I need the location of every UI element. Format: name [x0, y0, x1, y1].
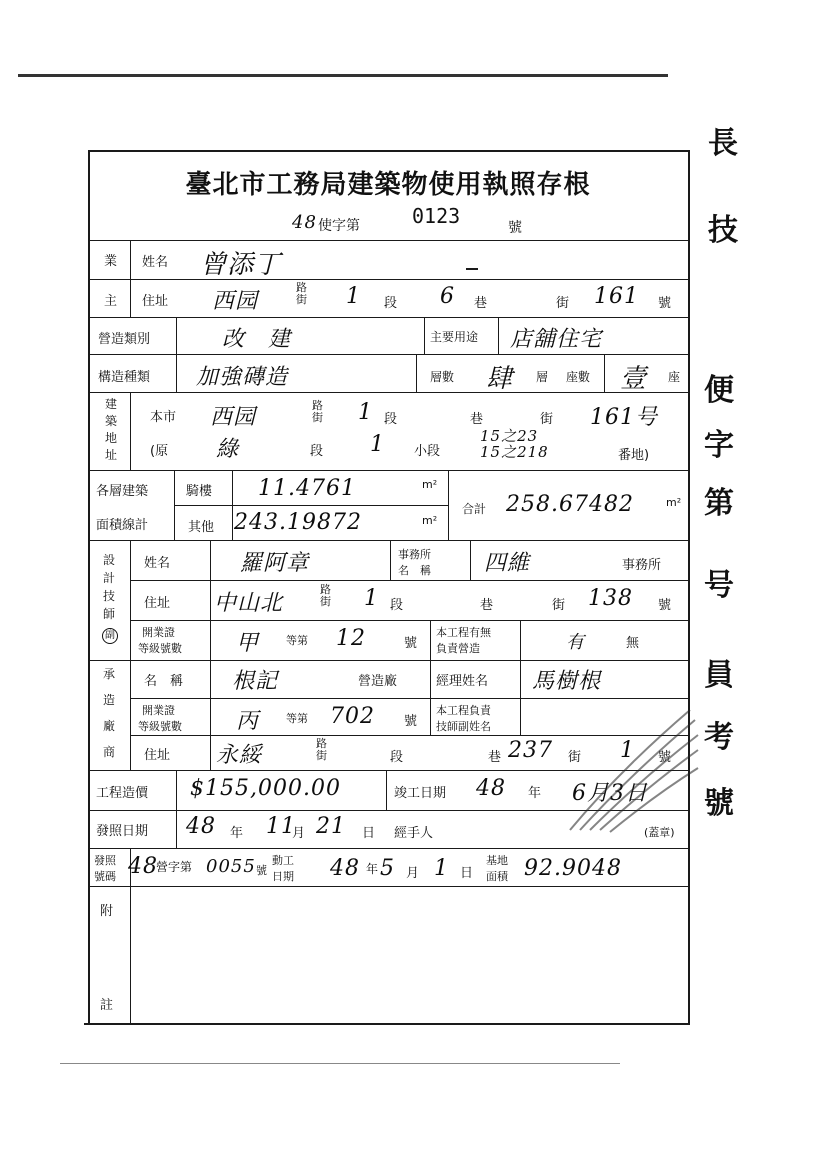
total-area-value: 258.67482: [506, 492, 634, 517]
alley-label: 街: [556, 296, 570, 311]
edge-char: 長: [708, 126, 738, 161]
seat-unit-label: 座: [668, 370, 681, 384]
col-line: [210, 540, 211, 660]
owner-lane-value: 6: [440, 284, 455, 309]
start-year-value: 48: [330, 856, 360, 881]
col-line: [386, 770, 387, 810]
start-date-label-2: 日期: [272, 870, 294, 883]
floor-area-label-1: 各層建築: [96, 484, 149, 499]
contractor-lane-value: 237: [508, 738, 553, 763]
designer-grade-class-value: 甲: [236, 631, 260, 656]
designer-vertical-label: 設: [102, 553, 115, 567]
row-line: [88, 317, 690, 318]
day-label: 日: [460, 866, 474, 881]
site-vertical-label: 址: [104, 448, 117, 462]
lane-label: 巷: [480, 598, 494, 613]
designer-vertical-label: 師: [102, 607, 115, 621]
edge-char: 便: [704, 373, 734, 408]
col-line: [520, 620, 521, 660]
owner-section-value: 1: [346, 284, 361, 309]
row-line: [88, 540, 690, 541]
edge-char: 字: [704, 428, 734, 463]
edge-char: 号: [704, 568, 734, 603]
col-line: [448, 470, 449, 540]
start-day-value: 1: [434, 856, 449, 881]
site-number-value: 161号: [590, 405, 658, 430]
row-line: [88, 886, 690, 887]
owner-address-label: 住址: [142, 294, 169, 309]
construction-permit-word: 營字第: [156, 860, 193, 874]
orig-subsection-value: 1: [370, 432, 385, 457]
col-line: [130, 540, 131, 660]
owner-vertical-label: 業: [104, 254, 118, 269]
row-line: [88, 660, 690, 661]
main-use-value: 店舖住宅: [510, 327, 603, 352]
scan-edge-top: [18, 74, 668, 77]
number-label: 號: [658, 598, 672, 613]
col-line: [176, 810, 177, 848]
col-line: [498, 317, 499, 354]
contractor-name-value: 根記: [232, 669, 279, 694]
notes-label-bottom: 註: [100, 998, 114, 1013]
this-city-label: 本市: [150, 410, 177, 425]
row-line: [88, 848, 690, 849]
other-area-value: 243.19872: [234, 510, 362, 535]
sqm-unit: m²: [422, 478, 438, 491]
issue-date-label: 發照日期: [96, 824, 149, 839]
number-label: 號: [658, 296, 672, 311]
col-line: [174, 470, 175, 540]
number-label: 號: [404, 636, 418, 651]
owner-name-label: 姓名: [142, 255, 169, 270]
completion-date-label: 竣工日期: [394, 786, 447, 801]
office-label: 事務所: [622, 558, 662, 573]
col-line: [210, 660, 211, 770]
section-label: 段: [390, 598, 404, 613]
construction-type-label: 營造類別: [98, 332, 151, 347]
sqm-unit: m²: [666, 496, 682, 509]
manager-name-label: 經理姓名: [436, 674, 489, 689]
lane-label: 巷: [470, 412, 484, 427]
subsection-label: 小段: [414, 444, 441, 459]
company-name-label: 名 稱: [144, 674, 184, 689]
edge-char: 技: [708, 213, 738, 248]
floors-value: 肆: [486, 364, 514, 394]
office-name-label-1: 事務所: [398, 548, 431, 561]
notes-label-top: 附: [100, 904, 114, 919]
designer-vertical-label: 技: [102, 589, 115, 603]
col-line: [130, 240, 131, 317]
col-line: [232, 470, 233, 540]
arcade-area-value: 11.4761: [258, 476, 356, 501]
lane-label: 巷: [488, 750, 502, 765]
month-label: 月: [292, 826, 306, 841]
cost-label: 工程造價: [96, 786, 149, 801]
issue-no-value: 0055: [206, 856, 256, 877]
designer-grade-no-value: 12: [336, 626, 366, 651]
site-vertical-label: 建: [104, 397, 117, 411]
col-line: [130, 886, 131, 1023]
day-label: 日: [362, 826, 376, 841]
road-label: 路街: [316, 737, 327, 762]
license-grade-label-2: 等級號數: [138, 720, 182, 733]
scan-edge-bottom: [60, 1063, 620, 1064]
lane-label: 巷: [474, 296, 488, 311]
site-vertical-label: 地: [104, 431, 117, 445]
row-line: [88, 392, 690, 393]
grade-word-label: 等第: [286, 634, 308, 647]
row-line: [174, 505, 448, 506]
designer-district-value: 中山北: [214, 591, 284, 616]
construction-type-value: 改 建: [222, 327, 292, 352]
designer-number-value: 138: [588, 586, 633, 611]
office-name-value: 四維: [484, 551, 531, 576]
form-border-bottom: [84, 1023, 690, 1025]
col-line: [470, 540, 471, 580]
contractor-vertical-label: 造: [102, 693, 115, 707]
original-label: (原: [150, 444, 169, 459]
responsibility-label-2: 負責營造: [436, 642, 480, 655]
designer-name-label: 姓名: [144, 556, 171, 571]
structure-type-label: 構造種類: [98, 370, 151, 385]
designer-name-value: 羅阿章: [240, 551, 310, 576]
issue-day-value: 21: [316, 814, 346, 839]
section-label: 段: [390, 750, 404, 765]
cost-value: $155,000.00: [190, 776, 341, 801]
contractor-address-label: 住址: [144, 748, 171, 763]
alley-label: 街: [552, 598, 566, 613]
row-line: [130, 580, 690, 581]
main-use-label: 主要用途: [430, 330, 479, 344]
lot-number-label: 番地): [618, 448, 650, 463]
year-label: 年: [366, 862, 379, 876]
site-vertical-label: 築: [104, 414, 117, 428]
contractor-vertical-label: 廠: [102, 719, 115, 733]
building-count-value: 壹: [620, 364, 648, 394]
sqm-unit: m²: [422, 514, 438, 527]
edge-char: 第: [704, 486, 734, 521]
license-grade-label-2: 等級號數: [138, 642, 182, 655]
contractor-address-value: 永綏: [216, 743, 263, 768]
license-grade-label-1: 開業證: [142, 704, 175, 717]
row-line: [88, 240, 690, 241]
site-district-value: 西园: [210, 405, 257, 430]
completion-date-value: 6月3日: [572, 781, 648, 806]
edge-char: 號: [704, 786, 734, 821]
grade-word-label: 等第: [286, 712, 308, 725]
issue-month-value: 11: [266, 814, 296, 839]
permit-number: 0123: [412, 204, 461, 228]
contractor-vertical-label: 承: [102, 667, 115, 681]
contractor-grade-no-value: 702: [330, 704, 375, 729]
col-line: [430, 660, 431, 735]
form-title: 臺北市工務局建築物使用執照存根: [185, 170, 591, 200]
road-label: 路街: [320, 583, 331, 608]
tech-label-2: 技師副姓名: [436, 720, 491, 733]
year-label: 年: [528, 786, 542, 801]
seal-label: (蓋章): [644, 826, 675, 839]
handler-label: 經手人: [394, 826, 434, 841]
number-label: 號: [658, 750, 672, 765]
col-line: [390, 540, 391, 580]
designer-section-value: 1: [364, 586, 379, 611]
designer-vertical-label: 計: [102, 571, 115, 585]
floors-label: 層數: [430, 370, 455, 384]
owner-vertical-label: 主: [104, 294, 118, 309]
row-line: [88, 279, 690, 280]
issue-no-prefix-value: 48: [128, 854, 158, 879]
number-label: 號: [256, 864, 267, 877]
col-line: [130, 660, 131, 770]
owner-number-value: 161: [594, 284, 639, 309]
building-count-label: 座數: [566, 370, 591, 384]
contractor-company-label: 營造廠: [358, 674, 398, 689]
edge-char: 員: [704, 658, 734, 693]
contractor-vertical-label: 商: [102, 745, 115, 759]
section-label: 段: [384, 412, 398, 427]
total-label: 合計: [462, 502, 487, 516]
land-area-value: 92.9048: [524, 856, 622, 881]
year-label: 年: [230, 826, 244, 841]
other-label: 其他: [188, 520, 215, 535]
month-label: 月: [406, 866, 420, 881]
road-label: 路街: [296, 281, 307, 306]
col-line: [424, 317, 425, 354]
designer-address-label: 住址: [144, 596, 171, 611]
section-label: 段: [310, 444, 324, 459]
structure-type-value: 加強磚造: [196, 365, 289, 390]
form-border-left: [88, 150, 90, 1025]
alley-label: 街: [568, 750, 582, 765]
start-month-value: 5: [380, 856, 395, 881]
number-label: 號: [404, 714, 418, 729]
license-grade-label-1: 開業證: [142, 626, 175, 639]
col-line: [176, 770, 177, 810]
col-line: [430, 620, 431, 660]
dash-mark: [466, 268, 478, 270]
col-line: [520, 660, 521, 735]
issue-no-label-1: 發照: [94, 854, 116, 867]
col-line: [176, 317, 177, 392]
responsibility-label-1: 本工程有無: [436, 626, 491, 639]
stamp-mark: [560, 690, 700, 840]
form-border-right: [688, 150, 690, 1025]
manager-name-value: 馬樹根: [532, 669, 602, 694]
orig-lots-value: 15之23 15之218: [480, 427, 549, 461]
land-area-label-1: 基地: [486, 854, 508, 867]
floor-unit-label: 層: [536, 370, 549, 384]
site-section-value: 1: [358, 400, 373, 425]
permit-prefix: 48: [292, 212, 317, 233]
row-line: [88, 354, 690, 355]
road-label: 路街: [312, 399, 323, 424]
row-line: [130, 620, 690, 621]
row-line: [88, 470, 690, 471]
start-date-label-1: 動工: [272, 854, 294, 867]
issue-no-label-2: 號碼: [94, 870, 116, 883]
tech-label-1: 本工程負責: [436, 704, 491, 717]
orig-district-value: 綠: [216, 437, 240, 462]
arcade-label: 騎樓: [186, 484, 213, 499]
permit-word: 使字第: [318, 218, 360, 234]
completion-year-value: 48: [476, 776, 506, 801]
designer-vertical-label: 副: [102, 628, 118, 644]
owner-district-value: 西园: [212, 289, 259, 314]
issue-year-value: 48: [186, 814, 216, 839]
office-name-label-2: 名 稱: [398, 564, 431, 577]
edge-char: 考: [704, 720, 734, 755]
col-line: [416, 354, 417, 392]
responsibility-value: 有: [566, 632, 585, 653]
floor-area-label-2: 面積線計: [96, 518, 149, 533]
col-line: [604, 354, 605, 392]
owner-name-value: 曾添丁: [200, 250, 282, 280]
permit-suffix: 號: [508, 220, 522, 236]
alley-label: 街: [540, 412, 554, 427]
form-border-top: [88, 150, 690, 152]
land-area-label-2: 面積: [486, 870, 508, 883]
contractor-number-value: 1: [620, 738, 635, 763]
contractor-grade-class-value: 丙: [236, 709, 260, 734]
col-line: [130, 392, 131, 470]
no-label: 無: [626, 636, 640, 651]
section-label: 段: [384, 296, 398, 311]
